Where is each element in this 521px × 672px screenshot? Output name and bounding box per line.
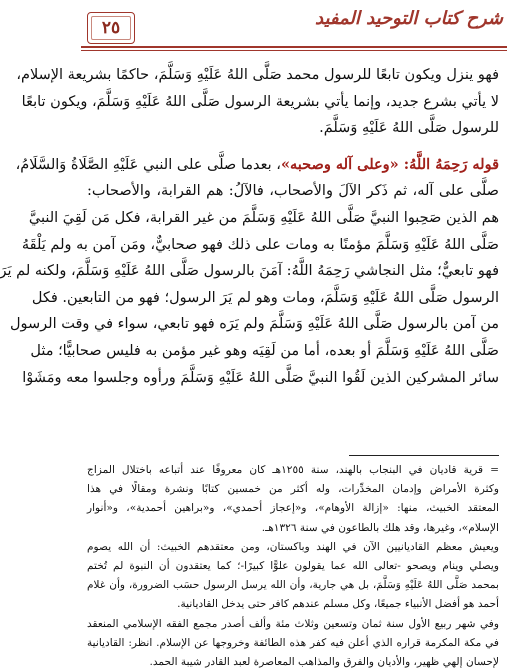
text-line: هم الذين صَحِبوا النبيَّ صَلَّى اللهُ عَلَيْهِ وَسَلَّمَ من غير القرابة، فكل مَن لَقِيَ النبيَّ <box>28 209 499 226</box>
page-header <box>81 8 507 50</box>
text-line: صَلَّى اللهُ عَلَيْهِ وَسَلَّمَ مؤمنًا به ومات على ذلك فهو صحابيٌّ، ومَن آمن به ولم يَلْقَهُ <box>21 236 499 253</box>
footnote-line: أحمد هو أفضل الأنبياء جميعًا، وكل مسلم عندهم كافر حتى يدخل القاديانية. <box>177 598 499 611</box>
text-line: فهو تابعيٌّ؛ مثل النجاشي رَحِمَهُ اللَّهُ: آمَنَ بالرسول صَلَّى اللهُ عَلَيْهِ وَسَلَّمَ، ولكنه لم يَرَ <box>0 263 499 280</box>
section-lead-rest: ، بعدما صلَّى على النبي عَلَيْهِ الصَّلَاةُ وَالسَّلَامُ، <box>15 156 281 173</box>
footnote-line: بمحمد صَلَّى اللهُ عَلَيْهِ وَسَلَّمَ، بل هي جارية، وأن الله يرسل الرسول حسَب الضرورة، وأن غلام <box>87 579 499 592</box>
text-line: صَلَّى اللهُ عَلَيْهِ وَسَلَّمَ أو بعده، أما من لَقِيَه وهو غير مؤمن به فليس صحابيًّا؛ مثل <box>30 342 499 359</box>
text-line: لا يأتي بشرع جديد، وإنما يأتي بشريعة الرسول صَلَّى اللهُ عَلَيْهِ وَسَلَّمَ، ويكون تابعًا <box>21 93 499 110</box>
text-line: للرسول صَلَّى اللهُ عَلَيْهِ وَسَلَّمَ. <box>319 120 499 137</box>
page-number-badge <box>87 12 135 44</box>
text-line: سائر المشركين الذين لَقُوا النبيَّ صَلَّى اللهُ عَلَيْهِ وَسَلَّمَ ورأوه وجلسوا معه ومَشَوْا <box>22 369 499 386</box>
header-divider-thin <box>81 50 507 51</box>
footnotes <box>87 461 499 672</box>
footnote-line: في مكة المكرمة قراره الذي أعلن فيه كفر هذه الطائفة وخروجها عن الإسلام. انظر: القاديانية <box>87 636 499 649</box>
text-line: فهو ينزل ويكون تابعًا للرسول محمد صَلَّى اللهُ عَلَيْهِ وَسَلَّمَ، حاكمًا بشريعة الإسلام، <box>16 67 499 83</box>
text-line: من آمن بالرسول صَلَّى اللهُ عَلَيْهِ وَسَلَّمَ ولم يَرَه فهو تابعي، سواء في وقت الرسول <box>10 316 499 333</box>
section-lead: قوله رَحِمَهُ اللَّهُ: «وعلى آله وصحبه» <box>280 155 499 173</box>
main-text <box>0 62 499 391</box>
book-title: شرح كتاب التوحيد المفيد <box>315 8 503 29</box>
footnote-line: المعتقد الخبيث، منها: «إزالة الأوهام»، و«إعجاز أحمدي»، و«براهين أحمدية»، و«أنوار <box>87 502 499 515</box>
header-divider <box>81 46 507 48</box>
footnote-line: ويصلي وينام ويصحو -تعالى الله عما يقولون علوًّا كبيرًا-؛ كما يعتقدون أن النبوة لم تُختم <box>87 560 499 573</box>
text-line: الرسول صَلَّى اللهُ عَلَيْهِ وَسَلَّمَ، ومات وهو لم يَرَ الرسول؛ فهو من التابعين. فكل <box>31 289 499 306</box>
footnote-divider <box>349 455 499 456</box>
footnote-line: وفي شهر ربيع الأول سنة ثمان وتسعين وثلاث مئة وألف أصدر مجمع الفقه الإسلامي المنعقد <box>87 617 499 630</box>
text-line: صلَّى على آله، ثم ذَكر الآلَ والأصحاب، فالآلُ: هم القرابة، والأصحاب: <box>87 183 499 200</box>
footnote-line: الإسلام»، وغيرها، وقد هلك بالطاعون في سنة ١٣٢٦هـ. <box>261 521 499 534</box>
footnote-line: وكثرة الأمراض وإدمان المخدِّرات، وله أكثر من خمسين كتابًا ونشرة ومقالًا في هذا <box>87 483 499 496</box>
page-number: ٢٥ <box>101 18 121 38</box>
text-line <box>15 152 499 179</box>
footnote-line: = قرية قاديان في البنجاب بالهند، سنة ١٢٥٥هـ كان معروفًا عند أتباعه باختلال المزاج <box>87 464 499 476</box>
footnote-line: ويعيش معظم القاديانيين الآن في الهند وباكستان، ومن معتقدهم الخبيث: أن الله يصوم <box>87 540 499 553</box>
footnote-line: لإحسان إلهي ظهير، والأديان والفرق والمذاهب المعاصرة لعبد القادر شيبة الحمد. <box>149 656 499 669</box>
